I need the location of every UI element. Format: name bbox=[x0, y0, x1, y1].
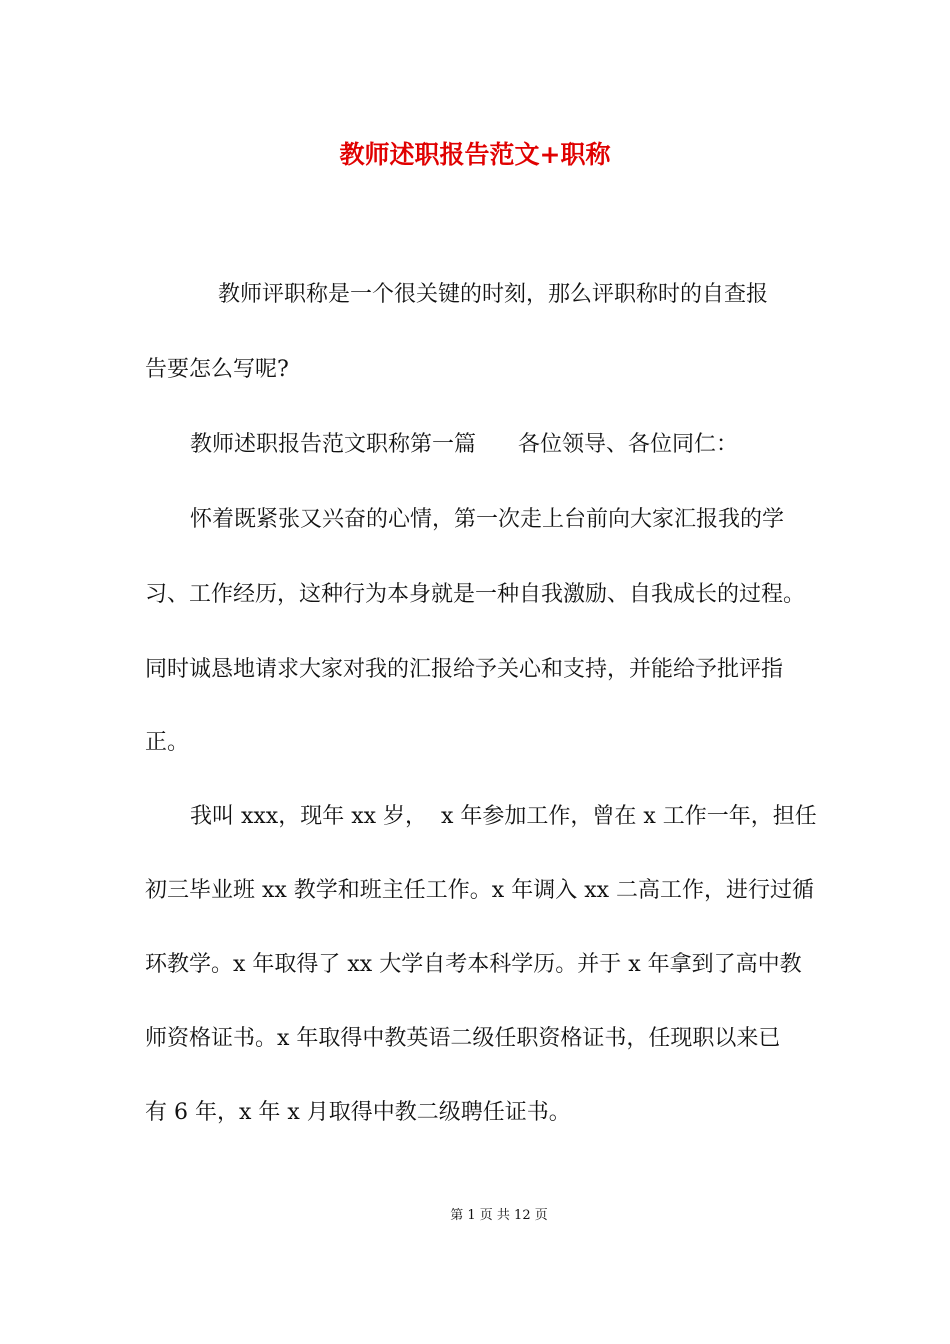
paragraph-line: 教师述职报告范文职称第一篇 各位领导、各位同仁： bbox=[190, 432, 738, 457]
page-footer: 第 1 页 共 12 页 bbox=[450, 1208, 548, 1223]
paragraph-line: 同时诚恳地请求大家对我的汇报给予关心和支持，并能给予批评指 bbox=[145, 657, 784, 682]
paragraph-line: 初三毕业班 xx 教学和班主任工作。x 年调入 xx 二高工作，进行过循 bbox=[145, 878, 815, 903]
paragraph-line: 我叫 xxx，现年 xx 岁， x 年参加工作，曾在 x 工作一年，担任 bbox=[190, 804, 817, 829]
paragraph-line: 有 6 年，x 年 x 月取得中教二级聘任证书。 bbox=[145, 1100, 571, 1125]
paragraph-line: 师资格证书。x 年取得中教英语二级任职资格证书，任现职以来已 bbox=[145, 1026, 781, 1051]
paragraph-line: 怀着既紧张又兴奋的心情，第一次走上台前向大家汇报我的学 bbox=[190, 507, 785, 532]
paragraph-line: 正。 bbox=[145, 730, 190, 755]
paragraph-line: 环教学。x 年取得了 xx 大学自考本科学历。并于 x 年拿到了高中教 bbox=[145, 952, 802, 977]
document-title: 教师述职报告范文+职称 bbox=[339, 140, 611, 169]
paragraph-line: 教师评职称是一个很关键的时刻，那么评职称时的自查报 bbox=[190, 282, 768, 307]
paragraph-line: 告要怎么写呢? bbox=[145, 357, 289, 382]
paragraph-line: 习、工作经历，这种行为本身就是一种自我激励、自我成长的过程。 bbox=[145, 582, 806, 607]
